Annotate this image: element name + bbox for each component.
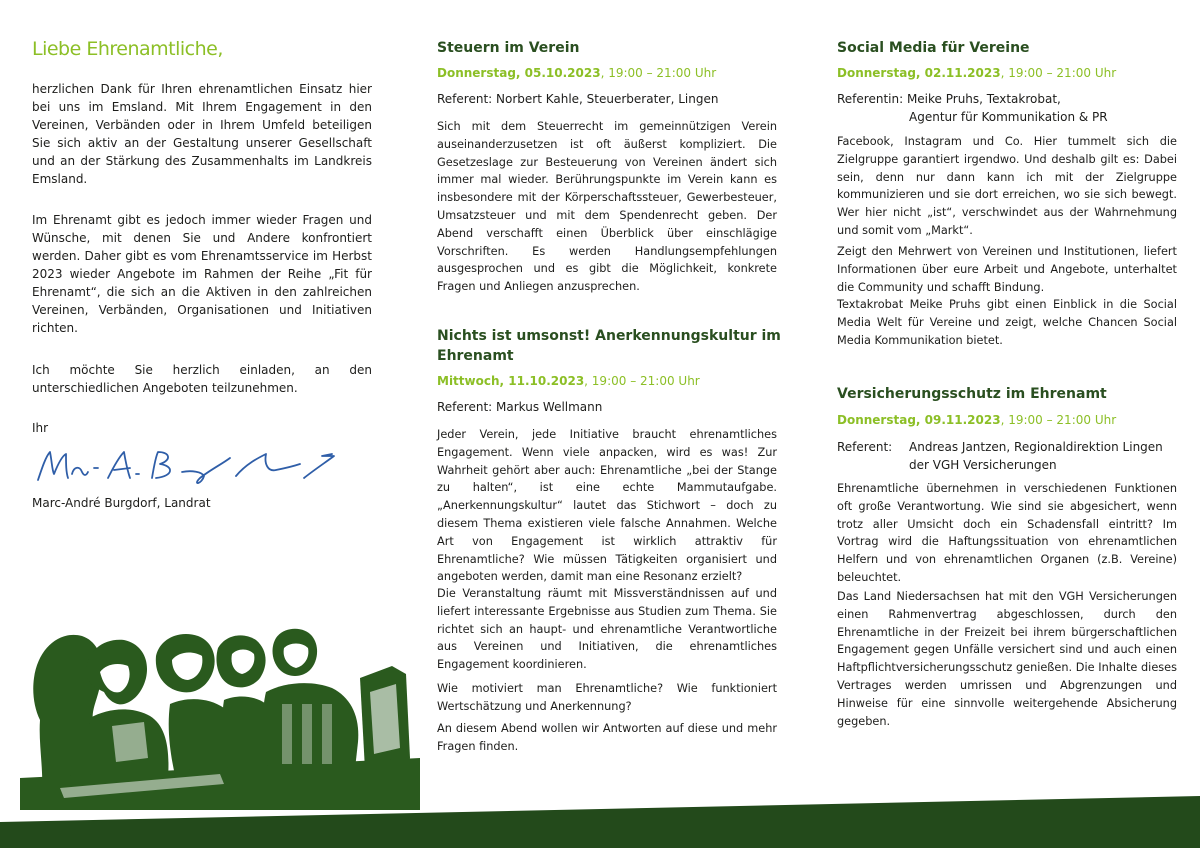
event-time-versicherung: , 19:00 – 21:00 Uhr — [1000, 413, 1117, 427]
event-referent-social-1: Referentin: Meike Pruhs, Textakrobat, — [837, 92, 1061, 106]
event-text-anerkennung-2: Die Veranstaltung räumt mit Missverständnissen auf und liefert interessante Ergebnisse aus Studien zum Thema. Sie richtet sich an haupt- und ehrenamtliche Verantwortliche aus Vereinen und Initiativen, die ehrenamtliches Engagement koordinieren. — [437, 587, 777, 672]
event-text-versicherung-2: Das Land Niedersachsen hat mit den VGH Versicherungen einen Rahmenvertrag abgeschlossen, durch den Ehrenamtliche in der Freizeit bei ihrem bürgerschaftlichen Engagement gegen Unfälle versichert sind und auch einen Haftpflichtversicherungsschutz genießen. Die Inhalte dieses Vertrages werden umrissen und Abgrenzungen und Hinweise für eine sinnvolle weitergehende Absicherung gegeben. — [837, 590, 1177, 728]
event-date-anerkennung: Mittwoch, 11.10.2023 — [437, 374, 585, 388]
event-referent-social-2: Agentur für Kommunikation & PR — [909, 110, 1108, 124]
intro-paragraph-1 — [32, 80, 372, 188]
event-text-social-3-block — [837, 296, 1177, 349]
event-referent-steuern-block — [437, 90, 777, 108]
intro-text-3: Ich möchte Sie herzlich einladen, an den unterschiedlichen Angeboten teilzunehmen. — [32, 363, 372, 395]
event-date-social: Donnerstag, 02.11.2023 — [837, 66, 1001, 80]
intro-text-2: Im Ehrenamt gibt es jedoch immer wieder Fragen und Wünsche, mit denen Sie und Andere konfrontiert werden. Daher gibt es vom Ehrenamtsservice im Herbst 2023 wieder Angebote im Rahmen der Reihe „Fit für Ehrenamt“, die sich an die Aktiven in den zahlreichen Vereinen, Verbänden, Organisationen und Initiativen richten. — [32, 213, 372, 335]
event-referent-social-block — [837, 90, 1177, 126]
event-text-social-2: Zeigt den Mehrwert von Vereinen und Institutionen, liefert Informationen über eure Arbeit und Angebote, unterhaltet die Community und schafft Bindung. — [837, 245, 1177, 294]
closing-text: Ihr — [32, 421, 49, 435]
event-text-versicherung-1-block — [837, 480, 1177, 587]
event-text-social-1: Facebook, Instagram und Co. Hier tummelt sich die Zielgruppe garantiert irgendwo. Und deshalb gilt es: Dabei sein, denn nur dann kann ich mit der Zielgruppe kommunizieren und sie dort erreichen, wo sie sich bewegt. Wer hier nicht „ist“, verschwindet aus der Wahrnehmung und somit vom „Markt“. — [837, 135, 1177, 237]
intro-paragraph-2 — [32, 211, 372, 337]
event-text-social-1-block — [837, 133, 1177, 240]
intro-text-1: herzlichen Dank für Ihren ehrenamtlichen Einsatz hier bei uns im Emsland. Mit Ihrem Engagement in den Vereinen, Verbänden oder in Ihrem Umfeld beteiligen Sie sich aktiv an der Gestaltung unserer Gesellschaft und an der Stärkung des Zusammenhalts im Landkreis Emsland. — [32, 82, 372, 186]
event-text-anerkennung-2-block — [437, 585, 777, 674]
event-referent-anerkennung: Referent: Markus Wellmann — [437, 400, 603, 414]
event-text-social-2-block — [837, 243, 1177, 296]
event-datetime-versicherung — [837, 411, 1116, 429]
event-title-versicherung: Versicherungsschutz im Ehrenamt — [837, 386, 1107, 402]
event-title-social: Social Media für Vereine — [837, 40, 1030, 56]
event-text-versicherung-2-block — [837, 588, 1177, 730]
event-text-anerkennung-3-block — [437, 680, 777, 716]
event-text-steuern: Sich mit dem Steuerrecht im gemeinnützigen Verein auseinanderzusetzen ist oft äußerst kompliziert. Die Gesetzeslage zur Besteuerung von Vereinen ändert sich immer mal wieder. Berührungspunkte im Verein kann es insbesondere mit der Körperschaftssteuer, Gewerbesteuer, Umsatzsteuer und mit dem Spendenrecht geben. Der Abend verschafft einen Überblick über einschlägige Vorschriften. Es werden Handlungsempfehlungen ausgesprochen und es gibt die Möglichkeit, konkrete Fragen und Anliegen anzusprechen. — [437, 120, 777, 294]
group-of-volunteers-illustration — [20, 608, 420, 810]
event-time-anerkennung: , 19:00 – 21:00 Uhr — [584, 374, 700, 388]
greeting-title: Liebe Ehrenamtliche, — [32, 38, 223, 60]
closing-block — [32, 419, 372, 437]
event-time-steuern: , 19:00 – 21:00 Uhr — [600, 66, 717, 80]
event-date-steuern: Donnerstag, 05.10.2023 — [437, 66, 601, 80]
event-title-steuern: Steuern im Verein — [437, 40, 580, 56]
event-referent-versicherung-block — [837, 438, 1177, 474]
event-referent-versicherung-value: Andreas Jantzen, Regionaldirektion Lingen der VGH Versicherungen — [909, 440, 1163, 472]
signer-block — [32, 494, 372, 512]
event-text-anerkennung-1: Jeder Verein, jede Initiative braucht ehrenamtliches Engagement. Wenn viele anpacken, wird es was! Zur Wahrheit gehört aber auch: Ehrenamtliche „bei der Stange zu halten“, ist eine echte Mammutaufgabe. „Anerkennungskultur“ lautet das Stichwort – doch zu diesem Thema existieren viele falsche Annahmen. Welche Art von Engagement ist wirklich attraktiv für Ehrenamtliche? Wie müssen Tätigkeiten organisiert und angeboten werden, damit man eine Resonanz erzielt? — [437, 428, 777, 584]
event-referent-steuern: Referent: Norbert Kahle, Steuerberater, Lingen — [437, 92, 719, 106]
signer-name: Marc-André Burgdorf, Landrat — [32, 496, 211, 510]
event-referent-anerkennung-block — [437, 398, 777, 416]
event-text-versicherung-1: Ehrenamtliche übernehmen in verschiedenen Funktionen oft große Verantwortung. Wie sind sie abgesichert, wenn trotz aller Umsicht doch ein Schadensfall eintritt? Im Vortrag wird die Haftungssituation von ehrenamtlichen Helfern und von ehrenamtlichen Organen (z.B. Vereine) beleuchtet. — [837, 482, 1177, 584]
event-datetime-social — [837, 64, 1116, 82]
signature-icon — [32, 444, 362, 492]
event-text-anerkennung-4: An diesem Abend wollen wir Antworten auf diese und mehr Fragen finden. — [437, 722, 777, 753]
event-text-social-3: Textakrobat Meike Pruhs gibt einen Einblick in die Social Media Welt für Vereine und zeigt, welche Chancen Social Media Kommunikation bietet. — [837, 298, 1177, 347]
event-date-versicherung: Donnerstag, 09.11.2023 — [837, 413, 1001, 427]
event-title-anerkennung: Nichts ist umsonst! Anerkennungskultur im Ehrenamt — [437, 328, 781, 364]
event-referent-versicherung-label: Referent: — [837, 440, 893, 454]
event-datetime-steuern — [437, 64, 716, 82]
event-text-anerkennung-3: Wie motiviert man Ehrenamtliche? Wie funktioniert Wertschätzung und Anerkennung? — [437, 682, 777, 713]
event-time-social: , 19:00 – 21:00 Uhr — [1000, 66, 1117, 80]
event-text-anerkennung-1-block — [437, 426, 777, 586]
event-text-steuern-block — [437, 118, 777, 296]
intro-paragraph-3 — [32, 361, 372, 397]
event-datetime-anerkennung — [437, 372, 700, 390]
event-text-anerkennung-4-block — [437, 720, 777, 756]
